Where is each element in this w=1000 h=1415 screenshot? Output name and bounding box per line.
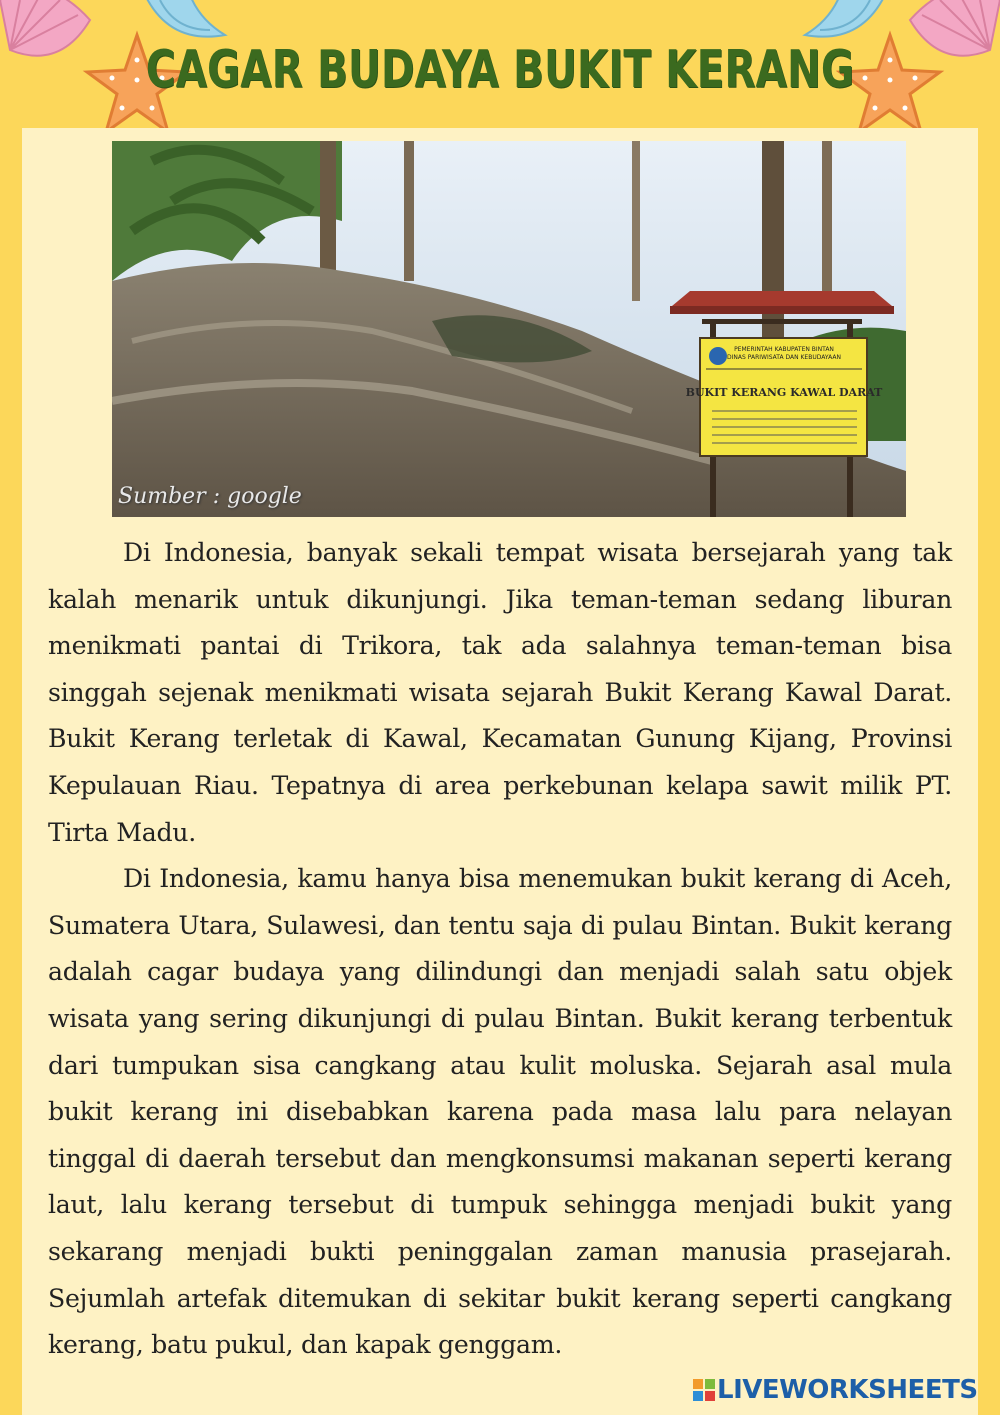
liveworksheets-watermark bbox=[693, 1375, 978, 1405]
liveworksheets-logo-icon bbox=[693, 1379, 715, 1401]
seashell-icon bbox=[900, 0, 1000, 90]
article-body bbox=[48, 530, 952, 1369]
sign-text: DINAS PARIWISATA DAN KEBUDAYAAN bbox=[727, 354, 841, 361]
page-title: CAGAR BUDAYA BUKIT KERANG bbox=[145, 40, 855, 100]
header bbox=[0, 0, 1000, 128]
watermark-text: LIVEWORKSHEETS bbox=[717, 1375, 978, 1405]
sign-title: BUKIT KERANG KAWAL DARAT bbox=[685, 386, 883, 399]
sign-text: PEMERINTAH KABUPATEN BINTAN bbox=[734, 346, 834, 353]
paragraph: Di Indonesia, banyak sekali tempat wisata bersejarah yang tak kalah menarik untuk dikunjungi. Jika teman-teman sedang liburan menikmati pantai di Trikora, tak ada salahnya teman-teman bisa singgah sejenak menikmati wisata sejarah Bukit Kerang Kawal Darat. Bukit Kerang terletak di Kawal, Kecamatan Gunung Kijang, Provinsi Kepulauan Riau. Tepatnya di area perkebunan kelapa sawit milik PT. Tirta Madu. bbox=[48, 538, 952, 847]
paragraph: Di Indonesia, kamu hanya bisa menemukan bukit kerang di Aceh, Sumatera Utara, Sulawesi, dan tentu saja di pulau Bintan. Bukit kerang adalah cagar budaya yang dilindungi dan menjadi salah satu objek wisata yang sering dikunjungi di pulau Bintan. Bukit kerang terbentuk dari tumpukan sisa cangkang atau kulit moluska. Sejarah asal mula bukit kerang ini disebabkan karena pada masa lalu para nelayan tinggal di daerah tersebut dan mengkonsumsi makanan seperti kerang laut, lalu kerang tersebut di tumpuk sehingga menjadi bukit yang sekarang menjadi bukti peninggalan zaman manusia prasejarah. Sejumlah artefak ditemukan di sekitar bukit kerang seperti cangkang kerang, batu pukul, dan kapak genggam. bbox=[48, 864, 952, 1360]
shell-hill-photo bbox=[112, 141, 906, 517]
photo-source-caption: Sumber : google bbox=[118, 484, 302, 509]
